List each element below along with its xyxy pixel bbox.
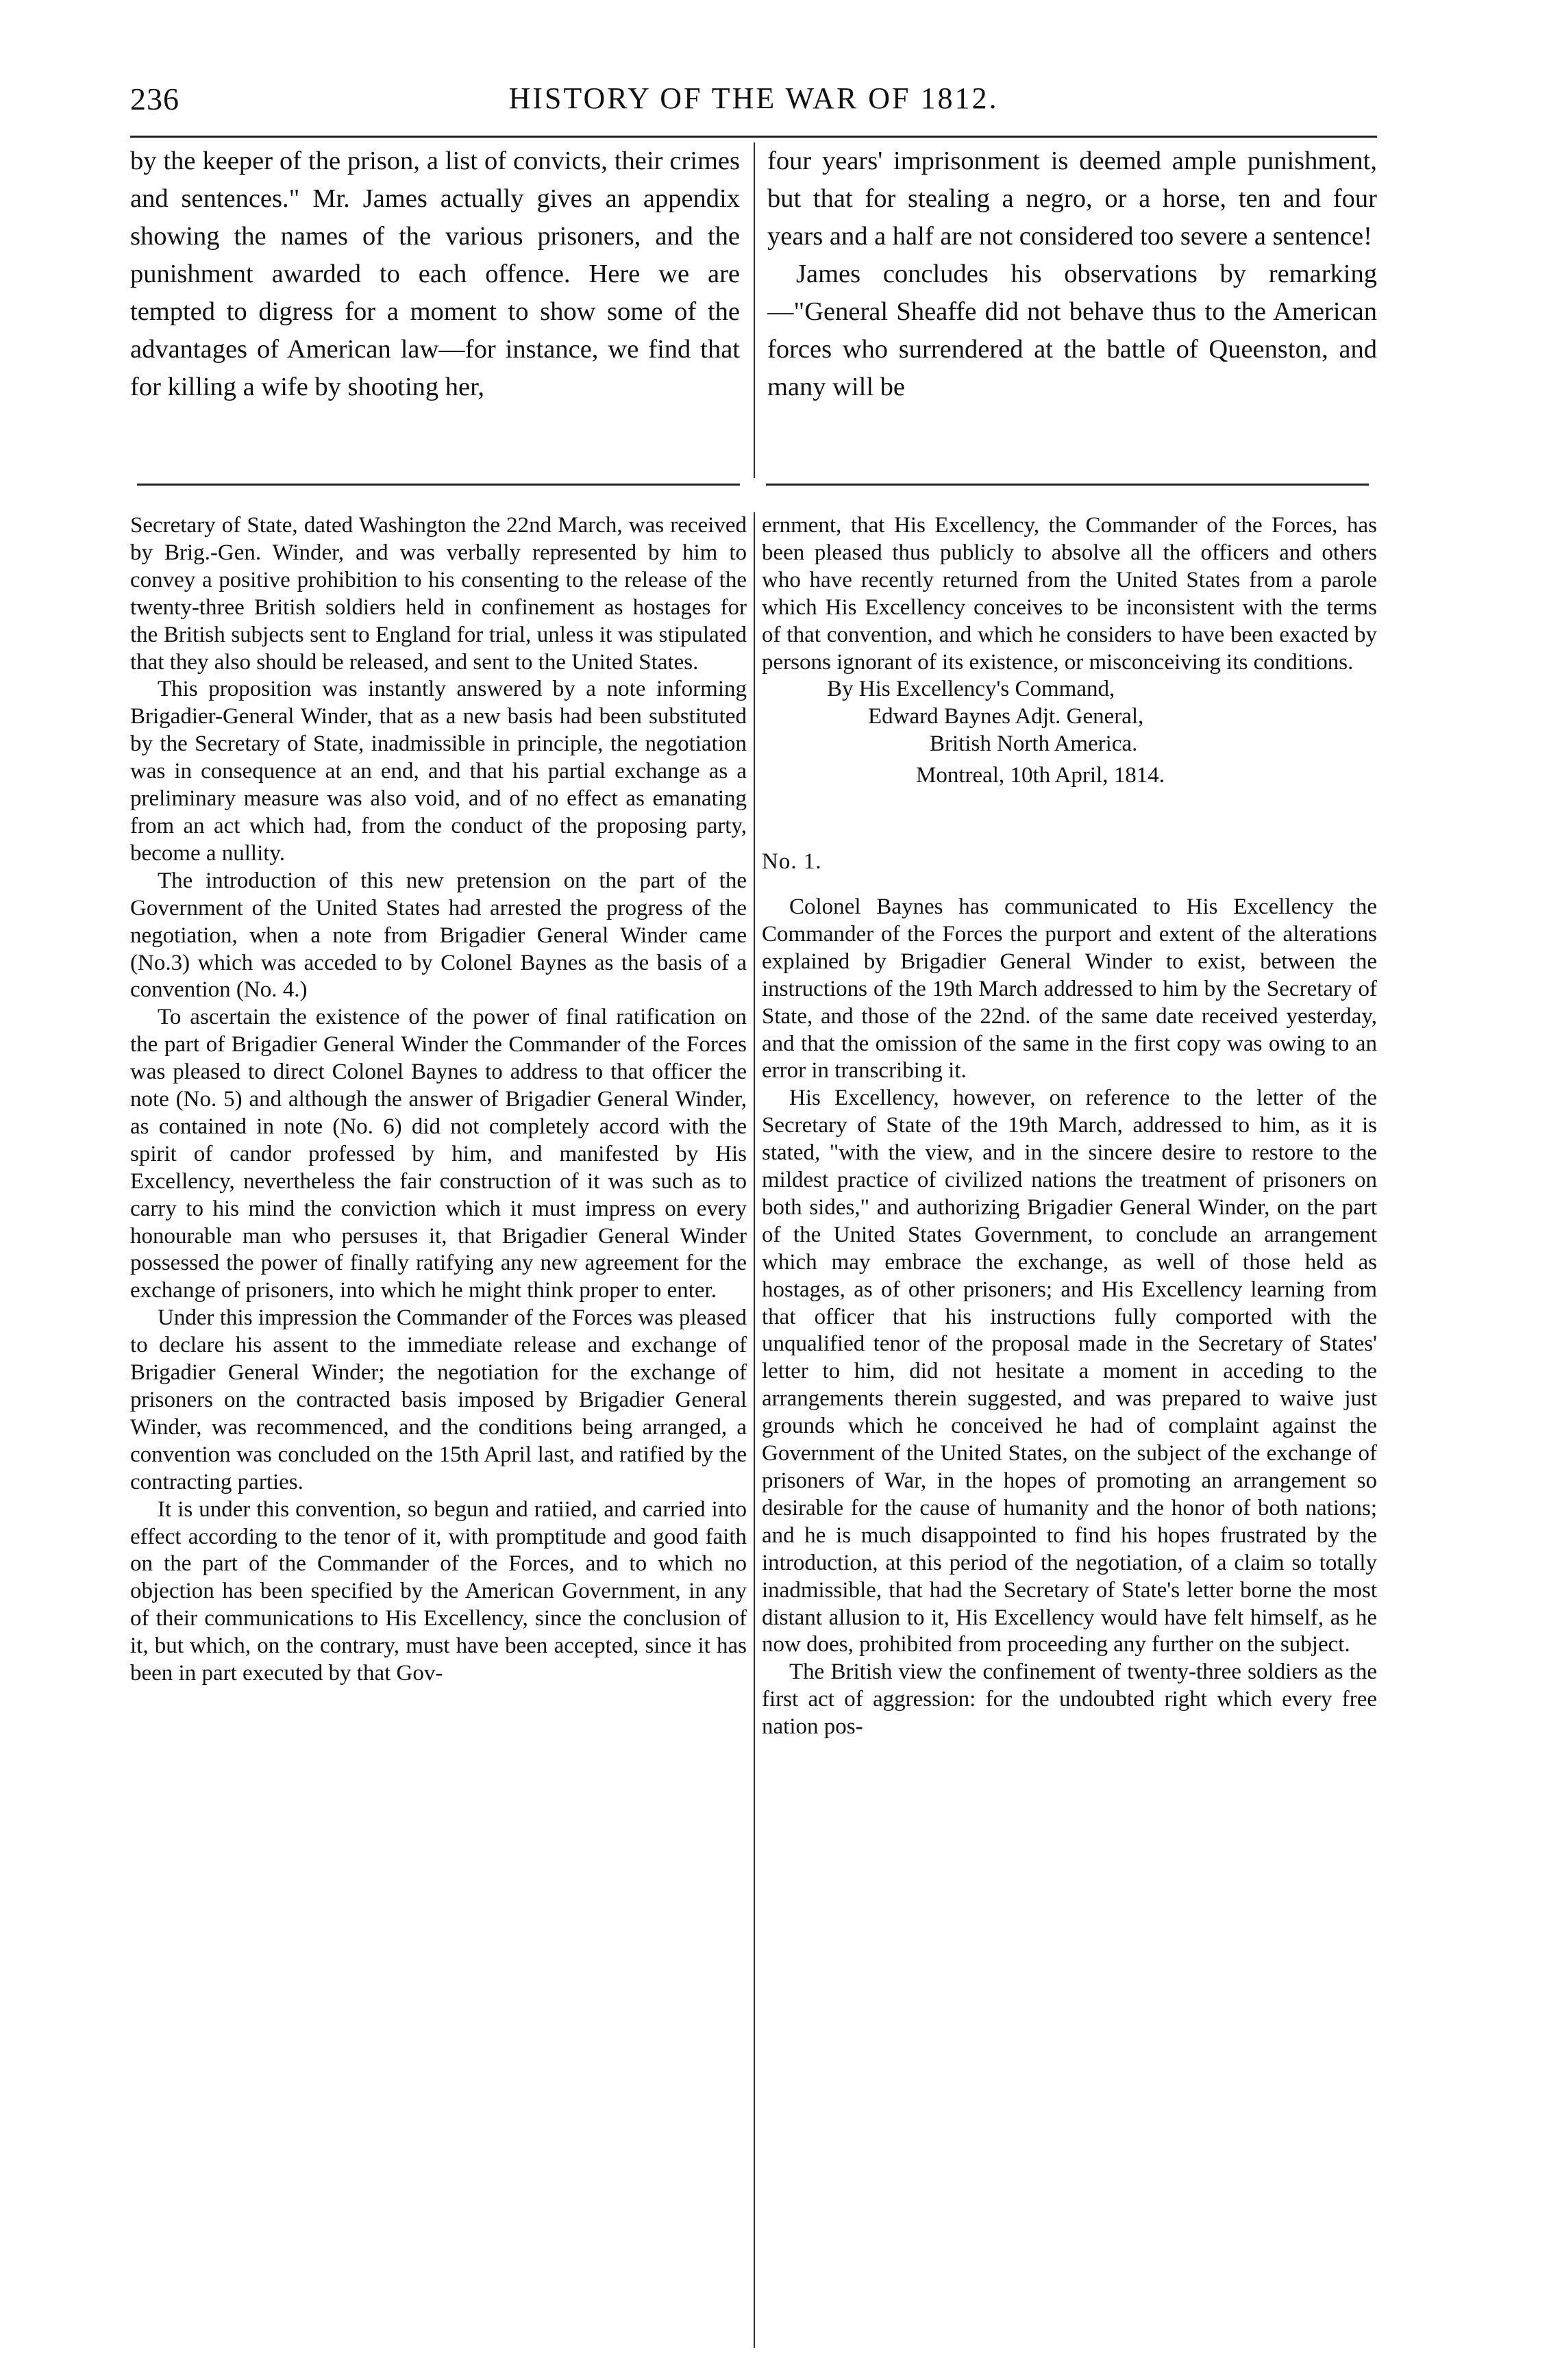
signature-line: By His Excellency's Command, xyxy=(827,677,1115,702)
paragraph: The introduction of this new pretension on the part of the Government of the United States had arrested the progress of the negotiation, when a note from Brigadier General Winder came (No.3) which was acceded to by Colonel Baynes as the basis of a convention (No. 4.) xyxy=(130,868,747,1003)
paragraph: The British view the confinement of twenty-three soldiers as the first act of aggression: for the undoubted right which every free nation pos- xyxy=(762,1659,1377,1740)
signature-date: Montreal, 10th April, 1814. xyxy=(916,763,1165,788)
running-title: HISTORY OF THE WAR OF 1812. xyxy=(508,82,999,115)
footnote-left-column xyxy=(130,512,747,2348)
paragraph: by the keeper of the prison, a list of convicts, their crimes and sentences." Mr. James actually gives an appendix showing the names of the various prisoners, and the punishment awarded to each offence. Here we are tempted to digress for a moment to show some of the advantages of American law—for instance, we find that for killing a wife by shooting her, xyxy=(130,147,740,401)
main-text-left-column xyxy=(130,142,740,478)
page-header xyxy=(130,81,1377,129)
paragraph: Under this impression the Commander of the Forces was pleased to declare his assent to the immediate release and exchange of Brigadier General Winder; the negotiation for the exchange of prisoners on the contracted basis imposed by Brigadier General Winder, was recommenced, and the conditions being arranged, a convention was concluded on the 15th April last, and ratified by the contracting parties. xyxy=(130,1305,747,1494)
main-text-right-column xyxy=(767,142,1377,478)
header-rule xyxy=(130,136,1377,138)
signature-name: Edward Baynes Adjt. General, xyxy=(868,704,1144,729)
paragraph: It is under this convention, so begun and ratiied, and carried into effect according to the tenor of it, with promptitude and good faith on the part of the Commander of the Forces, and to which no objection has been specified by the American Government, in any of their communications to His Excellency, since the conclusion of it, but which, on the contrary, must have been accepted, since it has been in part executed by that Gov- xyxy=(130,1496,747,1686)
paragraph: His Excellency, however, on reference to the letter of the Secretary of State of the 19th March, addressed to him, as it is stated, "with the view, and in the sincere desire to restore to the mildest practice of civilized nations the treatment of prisoners on both sides," and authorizing Brigadier General Winder, on the part of the United States Government, to conclude an arrangement which may embrace the exchange, as well of those held as hostages, as of other prisoners; and His Excellency learning from that officer that his instructions fully comported with the unqualified tenor of the proposal made in the Secretary of States' letter to him, did not hesitate a moment in acceding to the arrangements therein suggested, and was prepared to waive just grounds which he conceived he had of complaint against the Government of the United States, on the subject of the exchange of prisoners of War, in the hopes of promoting an arrangement so desirable for the cause of humanity and the honor of both nations; and he is much disappointed to find his hopes frustrated by the introduction, at this period of the negotiation, of a claim so totally inadmissible, that had the Secretary of State's letter borne the most distant allusion to it, His Excellency would have felt himself, as he now does, prohibited from proceeding any further on the subject. xyxy=(762,1086,1377,1657)
main-text-section xyxy=(130,142,1377,478)
paragraph: James concludes his observations by remarking—"General Sheaffe did not behave thus to the American forces who surrendered at the battle of Queenston, and many will be xyxy=(767,260,1377,401)
footnote-rule-left xyxy=(137,484,740,486)
paragraph: This proposition was instantly answered by a note informing Brigadier-General Winder, that as a new basis had been substituted by the Secretary of State, inadmissible in principle, the negotiation was in consequence at an end, and that his partial exchange as a preliminary measure was also void, and of no effect as emanating from an act which had, from the conduct of the proposing party, become a nullity. xyxy=(130,677,747,866)
paragraph: Secretary of State, dated Washington the 22nd March, was received by Brig.-Gen. Winder, and was verbally represented by him to convey a positive prohibition to his consenting to the release of the twenty-three British soldiers held in confinement as hostages for the British subjects sent to England for trial, unless it was stipulated that they also should be released, and sent to the United States. xyxy=(130,513,747,675)
footnote-rule-right xyxy=(766,484,1369,486)
section-heading: No. 1. xyxy=(762,849,822,875)
page-number: 236 xyxy=(130,82,179,116)
paragraph: four years' imprisonment is deemed ample punishment, but that for stealing a negro, or a horse, ten and four years and a half are not considered too severe a sentence! xyxy=(767,147,1377,251)
paragraph: Colonel Baynes has communicated to His Excellency the Commander of the Forces the purport and extent of the alterations explained by Brigadier General Winder to exist, between the instructions of the 19th March addressed to him by the Secretary of State, and those of the 22nd. of the same date received yesterday, and that the omission of the same in the first copy was owing to an error in transcribing it. xyxy=(762,894,1377,1083)
paragraph: To ascertain the existence of the power of final ratification on the part of Brigadier General Winder the Commander of the Forces was pleased to direct Colonel Baynes to address to that officer the note (No. 5) and although the answer of Brigadier General Winder, as contained in note (No. 6) did not completely accord with the spirit of candor professed by him, and manifested by His Excellency, nevertheless the fair construction of it was such as to carry to his mind the conviction which it must impress on every honourable man who persuses it, that Brigadier General Winder possessed the power of finally ratifying any new agreement for the exchange of prisoners, into which he might think proper to enter. xyxy=(130,1005,747,1303)
footnote-right-column xyxy=(762,512,1377,2348)
signature-title: British North America. xyxy=(930,731,1138,757)
footnote-section xyxy=(130,512,1377,2348)
paragraph: ernment, that His Excellency, the Commander of the Forces, has been pleased thus publicly to absolve all the officers and others who have recently returned from the United States from a parole which His Excellency conceives to be inconsistent with the terms of that convention, and which he considers to have been exacted by persons ignorant of its existence, or misconceiving its conditions. xyxy=(762,513,1377,675)
